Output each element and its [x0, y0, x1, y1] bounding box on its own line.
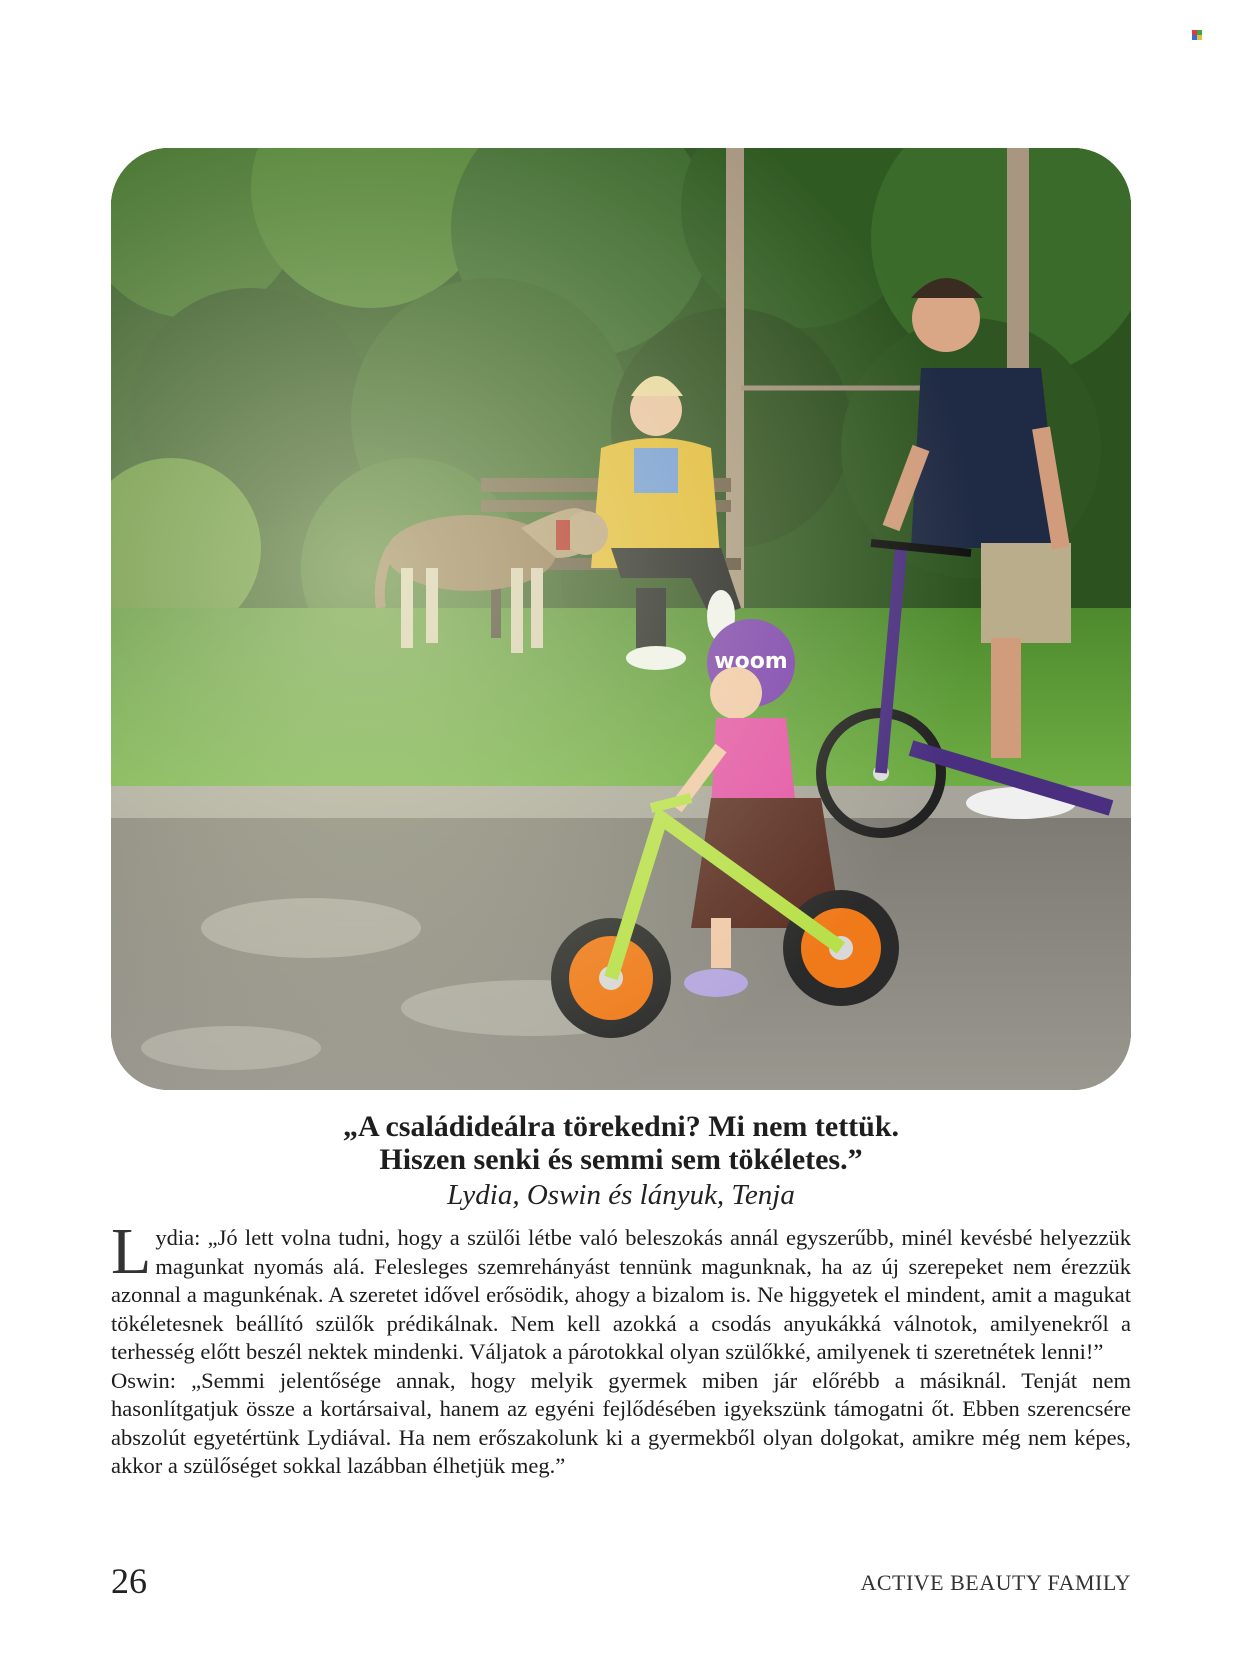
article-body: [111, 1215, 1131, 1481]
page-footer: [111, 1560, 1131, 1604]
corner-mark-icon: [1192, 30, 1202, 40]
family-photo: [111, 148, 1131, 1090]
paragraph-oswin: Oswin: „Semmi jelentősége annak, hogy melyik gyermek miben jár előrébb a másiknál. Tenját nem hasonlítgatjuk össze a kortársaival, hanem az egyéni fejlődésében igyekszünk támogatni őt. Ebben szerencsére abszolút egyetértünk Lydiával. Ha nem erőszakolunk ki a gyermekből olyan dolgokat, amikre még nem képes, akkor a szülőséget sokkal lazábban élhetjük meg.”: [111, 1367, 1131, 1478]
photo-illustration: [111, 148, 1131, 1090]
quote-attribution: Lydia, Oswin és lányuk, Tenja: [447, 1179, 795, 1211]
page-number: 26: [111, 1561, 147, 1601]
paragraph-lydia-text: ydia: „Jó lett volna tudni, hogy a szülői létbe való beleszokás annál egyszerűbb, minél kevésbé helyezzük magunkat nyomás alá. Felesleges szemrehányást tennünk magunknak, ha az új szerepeket nem érezzük azonnal a magunkénak. A szeretet idővel erősödik, ahogy a bizalom is. Ne higgyetek el mindent, amit a magukat tökéletesnek beállító szülők prédikálnak. Nem kell azokká a csodás anyukákká válnotok, amilyenekről a terhesség előtt beszél nektek mindenki. Váljatok a párotokkal olyan szülőkké, amilyenek ti szeretnétek lenni!”: [111, 1225, 1131, 1364]
paragraph-lydia: [111, 1215, 1131, 1367]
drop-cap: L: [111, 1215, 152, 1288]
quote-line-1: „A családideálra törekedni? Mi nem tettük.: [342, 1110, 900, 1143]
magazine-name: ACTIVE BEAUTY FAMILY: [860, 1570, 1131, 1595]
quote-line-2: Hiszen senki és semmi sem tökéletes.”: [379, 1143, 863, 1176]
pull-quote: [111, 1110, 1131, 1214]
